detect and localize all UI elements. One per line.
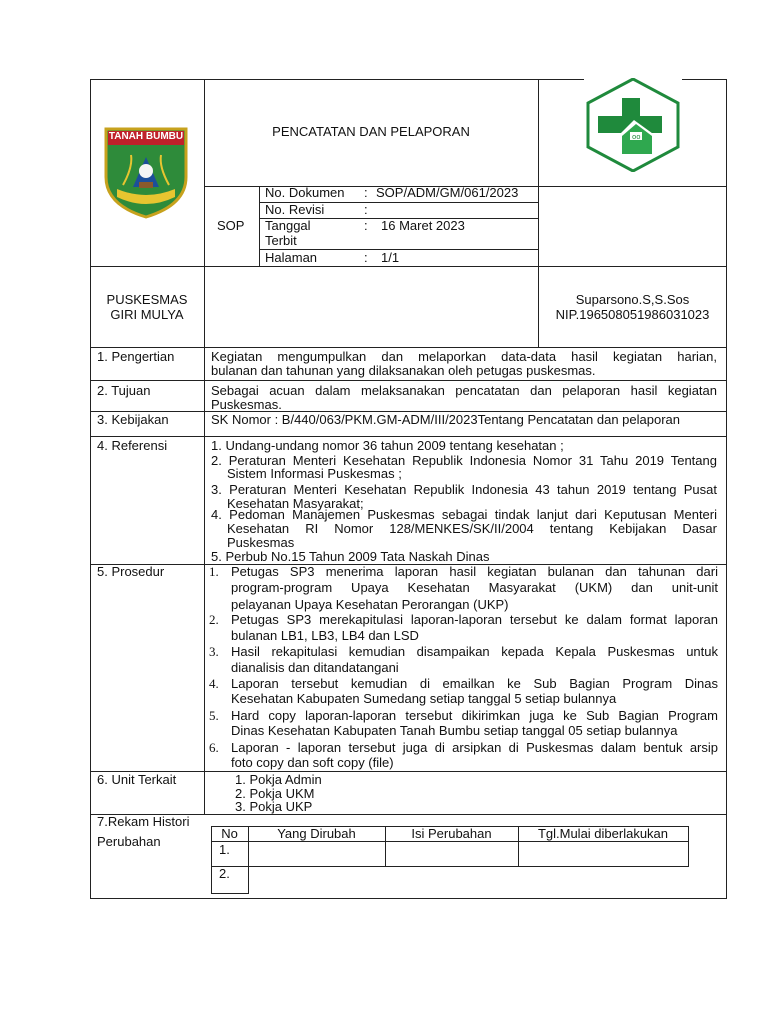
field-sep: : [364, 218, 368, 233]
referensi-line: Puskesmas [227, 535, 295, 550]
tanah-bumbu-logo [103, 127, 189, 219]
signer-name: Suparsono.S,S.Sos [575, 292, 690, 307]
referensi-line: Sistem Informasi Puskesmas ; [227, 466, 402, 481]
field-value-halaman: 1/1 [381, 250, 400, 265]
section-label-unit-terkait: 6. Unit Terkait [97, 772, 177, 787]
sop-label: SOP [217, 218, 245, 233]
field-sep: : [364, 185, 368, 200]
field-value-no-dokumen: SOP/ADM/GM/061/2023 [376, 185, 519, 200]
history-row-no: 2. [219, 866, 230, 881]
kebijakan-text: SK Nomor : B/440/063/PKM.GM-ADM/III/2023Tentang Pencatatan dan pelaporan [211, 412, 680, 427]
prosedur-line: dianalisis dan ditandatangani [231, 660, 399, 675]
prosedur-number: 4. [209, 676, 219, 691]
pengertian-line: Kegiatan mengumpulkan dan melaporkan data-data hasil kegiatan harian, [211, 349, 717, 364]
prosedur-number: 1. [209, 564, 219, 579]
pengertian-line: bulanan dan tahunan yang dilaksanakan oleh petugas puskesmas. [211, 363, 596, 378]
frame-right [726, 79, 727, 899]
referensi-line: Kesehatan RI Nomor 128/MENKES/SK/II/2004 tentang Kebijakan Dasar [227, 521, 717, 536]
prosedur-line: Kesehatan Kabupaten Sumedang setiap tanggal 5 setiap bulannya [231, 691, 617, 706]
referensi-line: 3. Peraturan Menteri Kesehatan Republik Indonesia 43 tahun 2019 tentang Pusat [211, 482, 717, 497]
prosedur-line: foto copy dan soft copy (file) [231, 755, 394, 770]
field-label-halaman: Halaman [265, 250, 318, 265]
history-header-yang-dirubah: Yang Dirubah [277, 826, 356, 841]
referensi-line: 1. Undang-undang nomor 36 tahun 2009 tentang kesehatan ; [211, 438, 564, 453]
field-sep: : [364, 202, 368, 217]
section-label-rekam-histori: 7.Rekam Histori [97, 814, 190, 829]
referensi-line: 2. Peraturan Menteri Kesehatan Republik Indonesia Nomor 31 Tahu 2019 Tentang [211, 453, 717, 468]
org-name-line1: PUSKESMAS [106, 292, 188, 307]
logo-text: TANAH BUMBU [108, 131, 184, 142]
referensi-line: 5. Perbub No.15 Tahun 2009 Tata Naskah Dinas [211, 549, 490, 564]
referensi-line: 4. Pedoman Manajemen Puskesmas sebagai tindak lanjut dari Keputusan Menteri [211, 507, 717, 522]
history-header-isi-perubahan: Isi Perubahan [411, 826, 492, 841]
history-row-no: 1. [219, 842, 230, 857]
frame-left [90, 79, 91, 899]
field-sep: : [364, 250, 368, 265]
prosedur-line: bulanan LB1, LB3, LB4 dan LSD [231, 628, 419, 643]
prosedur-line: Hard copy laporan-laporan tersebut dikirimkan juga ke Sub Bagian Program [231, 708, 718, 723]
prosedur-line: Petugas SP3 merekapitulasi laporan-laporan tersebut ke dalam format laporan [231, 612, 718, 627]
section-label-prosedur: 5. Prosedur [97, 564, 165, 579]
frame-bottom [90, 898, 727, 899]
unit-item: 1. Pokja Admin [235, 772, 322, 787]
tujuan-line: Sebagai acuan dalam melaksanakan pencatatan dan pelaporan hasil kegiatan [211, 383, 717, 398]
prosedur-line: Dinas Kesehatan Kabupaten Tanah Bumbu setiap tanggal 05 setiap bulannya [231, 723, 678, 738]
unit-item: 2. Pokja UKM [235, 786, 315, 801]
document-title: PENCATATAN DAN PELAPORAN [272, 124, 470, 139]
history-table [211, 826, 689, 894]
section-label-pengertian: 1. Pengertian [97, 349, 175, 364]
section-label-perubahan: Perubahan [97, 834, 161, 849]
section-label-tujuan: 2. Tujuan [97, 383, 151, 398]
referensi-line: Kesehatan Masyarakat; [227, 496, 364, 511]
org-name-line2: GIRI MULYA [110, 307, 184, 322]
prosedur-number: 5. [209, 708, 219, 723]
history-header-no: No [221, 826, 238, 841]
prosedur-line: program-program Upaya Kesehatan Masyarakat (UKM) dan unit-unit [231, 580, 718, 595]
field-label-no-dokumen: No. Dokumen [265, 185, 345, 200]
tujuan-line: Puskesmas. [211, 397, 282, 412]
history-header-tgl-mulai: Tgl.Mulai diberlakukan [537, 826, 669, 841]
prosedur-line: pelayanan Upaya Kesehatan Perorangan (UKP) [231, 597, 509, 612]
prosedur-line: Laporan tersebut kemudian di emailkan ke Sub Bagian Program Dinas [231, 676, 718, 691]
field-value-tanggal: 16 Maret 2023 [381, 218, 465, 233]
section-label-referensi: 4. Referensi [97, 438, 168, 453]
field-label-tanggal: Tanggal [265, 218, 311, 233]
prosedur-number: 2. [209, 612, 219, 627]
unit-item: 3. Pokja UKP [235, 799, 313, 814]
puskesmas-logo [584, 78, 682, 172]
prosedur-number: 6. [209, 740, 219, 755]
signer-nip: NIP.196508051986031023 [555, 307, 710, 322]
field-label-no-revisi: No. Revisi [265, 202, 325, 217]
field-label-terbit: Terbit [265, 233, 297, 248]
prosedur-number: 3. [209, 644, 219, 659]
svg-text:oo: oo [632, 133, 641, 141]
section-label-kebijakan: 3. Kebijakan [97, 412, 169, 427]
prosedur-line: Laporan - laporan tersebut juga di arsipkan di Puskesmas dalam bentuk arsip [231, 740, 718, 755]
prosedur-line: Petugas SP3 menerima laporan hasil kegiatan bulanan dan tahunan dari [231, 564, 718, 579]
prosedur-line: Hasil rekapitulasi kemudian disampaikan kepada Kepala Puskesmas untuk [231, 644, 718, 659]
